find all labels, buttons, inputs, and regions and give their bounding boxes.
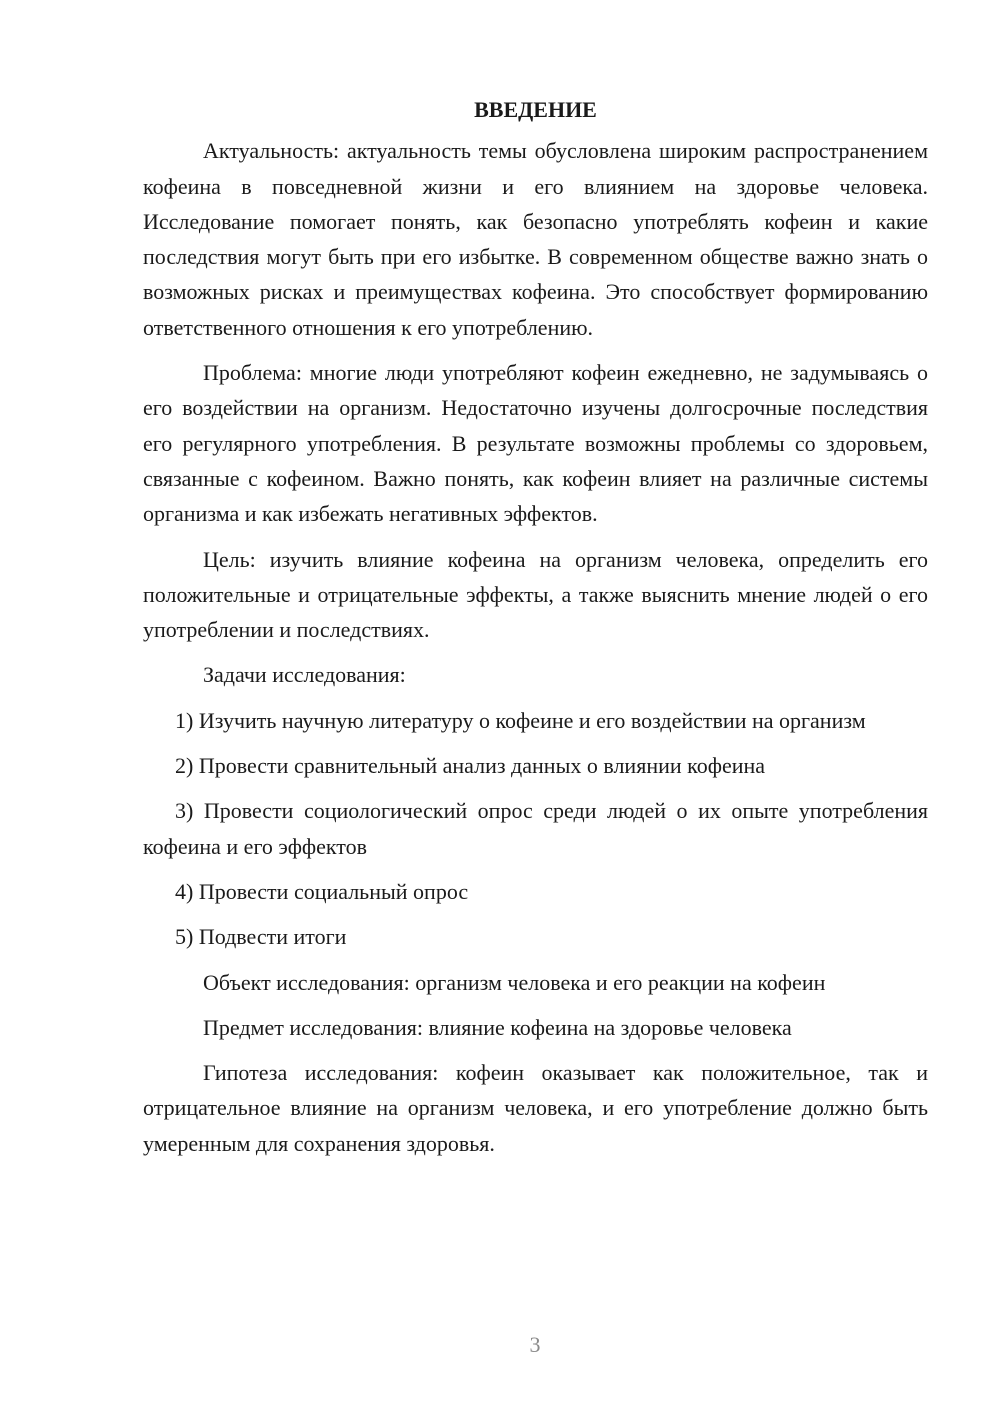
research-subject: Предмет исследования: влияние кофеина на здоровье человека bbox=[203, 1014, 792, 1040]
task-item: 5) Подвести итоги bbox=[175, 924, 347, 950]
research-object: Объект исследования: организм человека и его реакции на кофеин bbox=[203, 969, 826, 995]
task-item: 2) Провести сравнительный анализ данных о влиянии кофеина bbox=[175, 753, 766, 779]
research-hypothesis: Гипотеза исследования: кофеин оказывает как положительное, так и отрицательное влияние на организм человека, и его употребление должно быть умеренным для сохранения здоровья. bbox=[143, 1060, 928, 1156]
task-item: 1) Изучить научную литературу о кофеине и его воздействии на организм bbox=[175, 707, 866, 733]
paragraph-problem: Проблема: многие люди употребляют кофеин ежедневно, не задумываясь о его воздействии на организм. Недостаточно изучены долгосрочные последствия его регулярного употребления. В результате возможны проблемы со здоровьем, связанные с кофеином. Важно понять, как кофеин влияет на различные системы организма и как избежать негативных эффектов. bbox=[143, 360, 928, 527]
document-page bbox=[143, 92, 928, 1171]
paragraph-relevance: Актуальность: актуальность темы обусловлена широким распространением кофеина в повседневной жизни и его влиянием на здоровье человека. Исследование помогает понять, как безопасно употреблять кофеин и какие последствия могут быть при его избытке. В современном обществе важно знать о возможных рисках и преимуществах кофеина. Это способствует формированию ответственного отношения к его употреблению. bbox=[143, 138, 928, 340]
section-title: ВВЕДЕНИЕ bbox=[474, 97, 597, 122]
task-item: 3) Провести социологический опрос среди людей о их опыте употребления кофеина и его эффектов bbox=[143, 798, 928, 859]
paragraph-goal: Цель: изучить влияние кофеина на организм человека, определить его положительные и отрицательные эффекты, а также выяснить мнение людей о его употреблении и последствиях. bbox=[143, 546, 928, 643]
page-number: 3 bbox=[529, 1332, 541, 1357]
task-item: 4) Провести социальный опрос bbox=[175, 878, 469, 904]
tasks-heading: Задачи исследования: bbox=[203, 662, 406, 688]
